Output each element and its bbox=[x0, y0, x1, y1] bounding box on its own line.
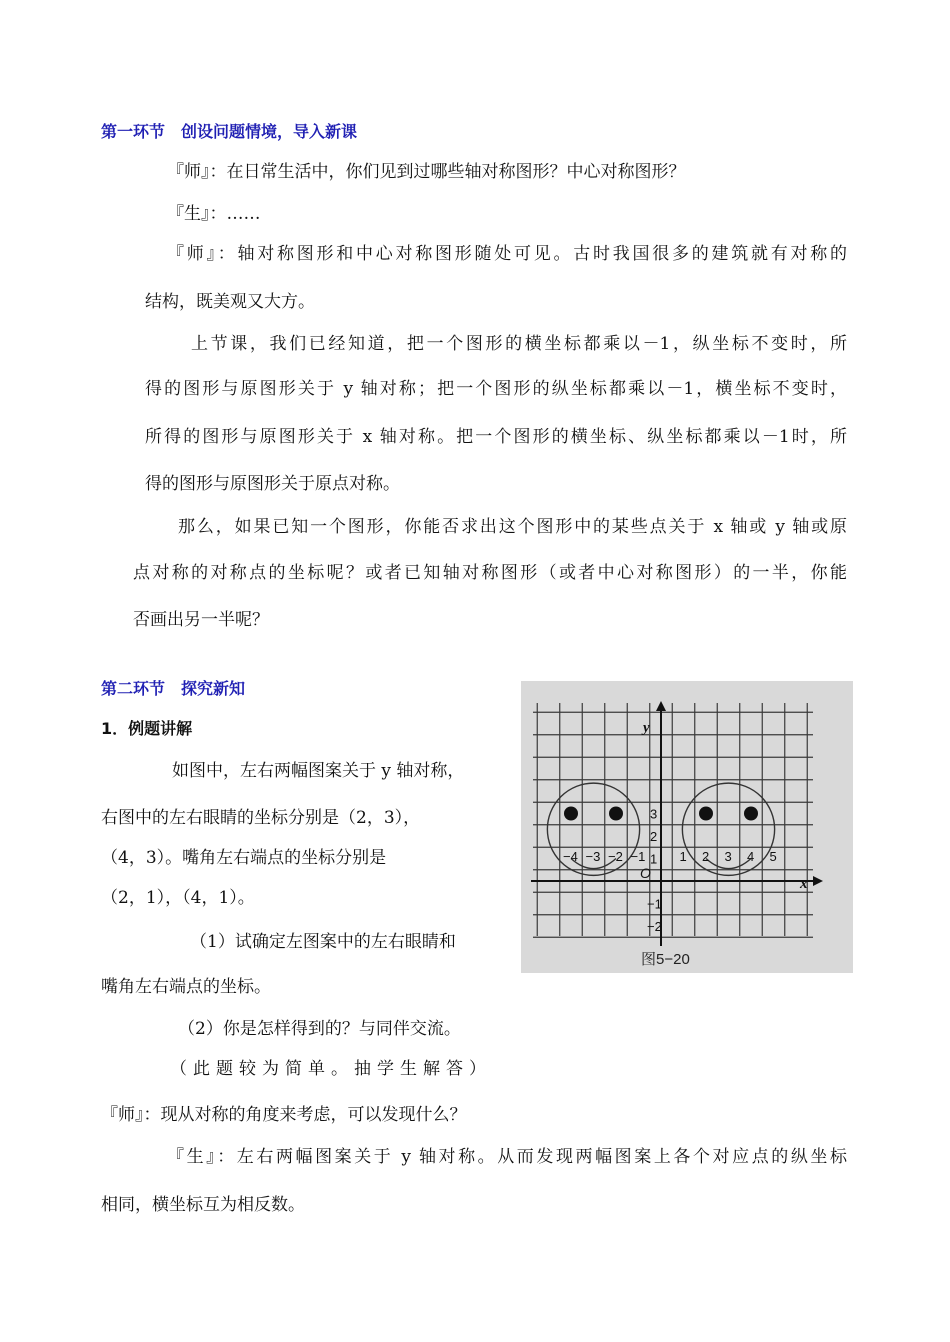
review-line-3: 所得的图形与原图形关于 x 轴对称。把一个图形的横坐标、纵坐标都乘以－1时，所 bbox=[145, 427, 847, 447]
example-line-2: 右图中的左右眼睛的坐标分别是（2，3）， bbox=[101, 808, 421, 828]
y-tick-label: −1 bbox=[647, 896, 662, 912]
example-subheading: 1．例题讲解 bbox=[101, 719, 193, 738]
teacher-statement-line-1: 『师』：轴对称图形和中心对称图形随处可见。古时我国很多的建筑就有对称的 bbox=[167, 244, 847, 264]
y-tick-label: 1 bbox=[650, 851, 658, 867]
coordinate-figure bbox=[521, 681, 853, 973]
x-tick-label: 3 bbox=[724, 849, 732, 864]
example-line-3: （4，3）。嘴角左右端点的坐标分别是 bbox=[101, 848, 387, 868]
question-line-3: 否画出另一半呢？ bbox=[133, 610, 269, 630]
y-tick-label: −2 bbox=[647, 919, 662, 934]
origin-label: O bbox=[640, 865, 651, 881]
student-answer-3-line-2: 相同，横坐标互为相反数。 bbox=[101, 1195, 305, 1215]
x-tick-label: 5 bbox=[769, 849, 777, 864]
x-tick-label: 2 bbox=[702, 849, 710, 864]
task-1-line-2: 嘴角左右端点的坐标。 bbox=[101, 977, 271, 997]
teacher-question-1: 『师』：在日常生活中，你们见到过哪些轴对称图形？中心对称图形？ bbox=[167, 162, 686, 182]
task-2: （2）你是怎样得到的？与同伴交流。 bbox=[178, 1019, 461, 1039]
student-answer-3-line-1: 『生』：左右两幅图案关于 y 轴对称。从而发现两幅图案上各个对应点的纵坐标 bbox=[167, 1147, 847, 1167]
left-eye bbox=[564, 807, 578, 821]
teacher-question-3: 『师』：现从对称的角度来考虑，可以发现什么？ bbox=[101, 1105, 467, 1125]
x-tick-label: −3 bbox=[585, 849, 601, 864]
y-axis-arrow bbox=[656, 701, 666, 711]
x-axis-label: x bbox=[800, 876, 808, 892]
right-eye bbox=[699, 807, 713, 821]
x-axis-arrow bbox=[813, 876, 823, 886]
example-line-1: 如图中，左右两幅图案关于 y 轴对称， bbox=[172, 761, 465, 781]
section1-heading: 第一环节 创设问题情境，导入新课 bbox=[101, 122, 358, 141]
x-tick-label: −2 bbox=[608, 849, 623, 864]
y-tick-label: 3 bbox=[650, 806, 658, 822]
teacher-note: （此题较为简单。抽学生解答） bbox=[170, 1059, 492, 1079]
y-tick-label: 2 bbox=[650, 829, 658, 844]
grid bbox=[533, 703, 813, 937]
question-line-1: 那么，如果已知一个图形，你能否求出这个图形中的某些点关于 x 轴或 y 轴或原 bbox=[178, 517, 847, 537]
teacher-statement-line-2: 结构，既美观又大方。 bbox=[145, 292, 315, 312]
question-line-2: 点对称的对称点的坐标呢？或者已知轴对称图形（或者中心对称图形）的一半，你能 bbox=[133, 563, 847, 583]
review-line-4: 得的图形与原图形关于原点对称。 bbox=[145, 474, 400, 494]
axes bbox=[531, 701, 823, 946]
left-eye bbox=[609, 807, 623, 821]
section2-heading: 第二环节 探究新知 bbox=[101, 679, 246, 698]
review-line-1: 上节课，我们已经知道，把一个图形的横坐标都乘以－1，纵坐标不变时，所 bbox=[191, 334, 847, 354]
review-line-2: 得的图形与原图形关于 y 轴对称；把一个图形的纵坐标都乘以－1，横坐标不变时， bbox=[145, 379, 847, 399]
y-axis-label: y bbox=[643, 720, 650, 736]
x-tick-label: −1 bbox=[630, 849, 646, 864]
right-eye bbox=[744, 807, 758, 821]
example-line-4: （2，1），（4，1）。 bbox=[101, 888, 255, 908]
student-answer-1: 『生』：…… bbox=[167, 204, 261, 224]
figure-caption: 图5−20 bbox=[641, 951, 690, 968]
x-tick-label: 4 bbox=[747, 849, 755, 864]
task-1-line-1: （1）试确定左图案中的左右眼睛和 bbox=[190, 932, 456, 952]
x-tick-label: −4 bbox=[563, 849, 578, 864]
x-tick-label: 1 bbox=[679, 849, 687, 864]
